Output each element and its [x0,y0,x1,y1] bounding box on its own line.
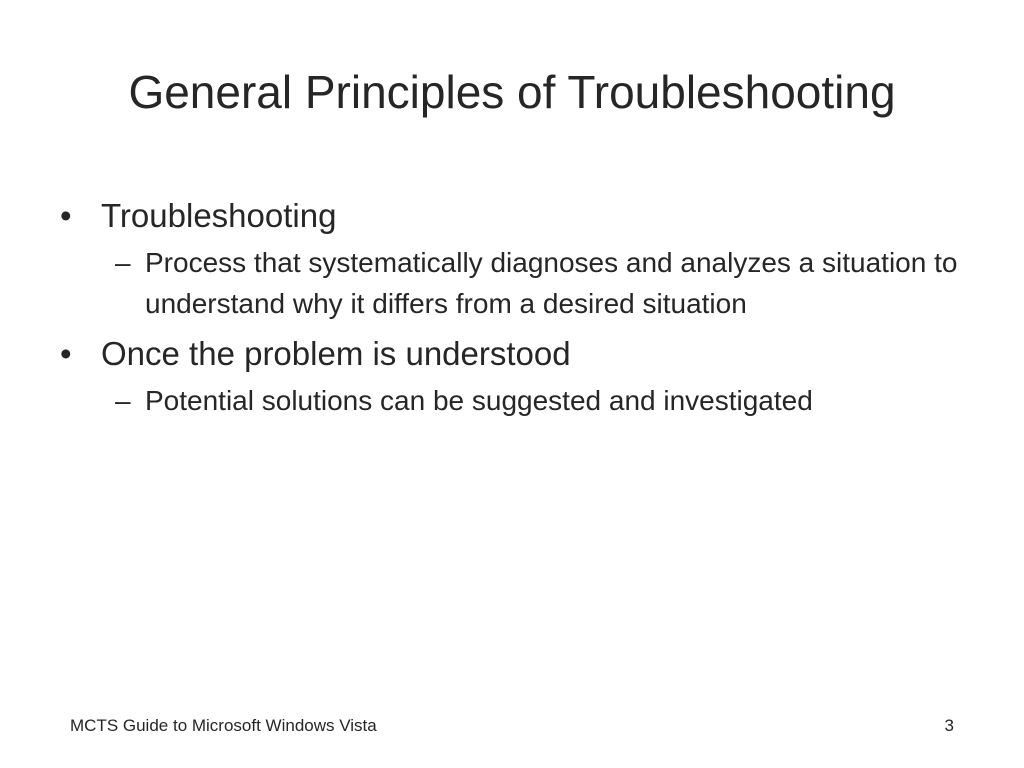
sub-bullet-marker: – [115,247,131,278]
sub-bullet-marker: – [115,385,131,416]
slide-title: General Principles of Troubleshooting [128,66,896,118]
bullet-text: Once the problem is understood [101,335,571,372]
bullet-marker: • [60,197,72,234]
sub-bullet-list [60,242,980,324]
slide-content [60,192,980,427]
bullet-item-once-understood [60,330,980,378]
footer-title: MCTS Guide to Microsoft Windows Vista [70,716,377,735]
bullet-item-troubleshooting [60,192,980,240]
sub-bullet-list [60,380,980,421]
bullet-text: Troubleshooting [101,197,337,234]
sub-bullet-text: Potential solutions can be suggested and investigated [145,385,813,416]
page-number: 3 [944,716,954,735]
bullet-marker: • [60,335,72,372]
sub-bullet-solutions [115,380,980,421]
sub-bullet-process [115,242,980,324]
sub-bullet-text: Process that systematically diagnoses and analyzes a situation to understand why it differs from a desired situation [145,247,958,319]
